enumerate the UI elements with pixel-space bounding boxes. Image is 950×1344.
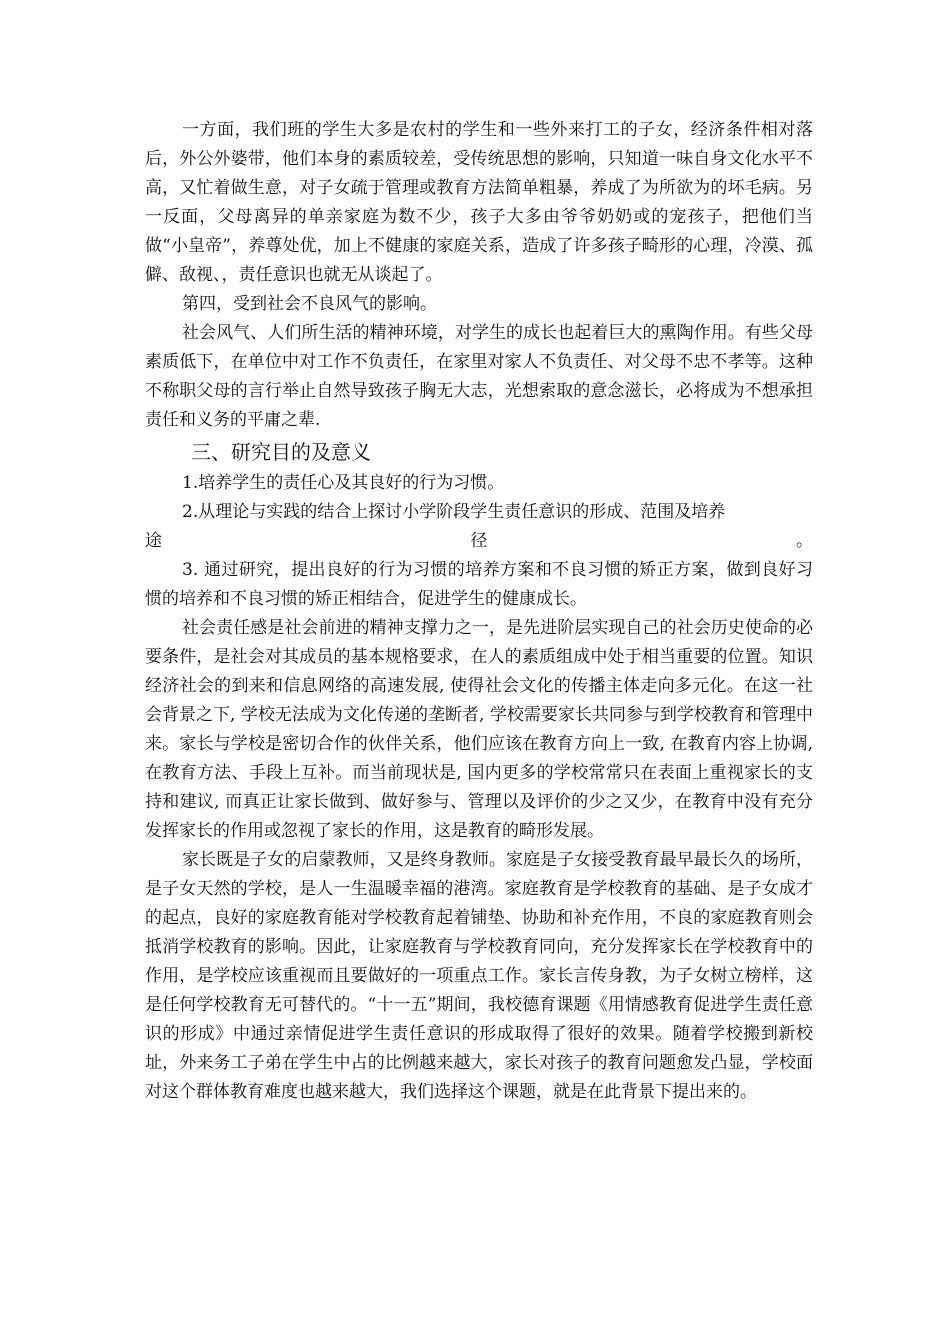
document-body (145, 116, 813, 1107)
paragraph-social-responsibility: 社会责任感是社会前进的精神支撑力之一，是先进阶层实现自己的社会历史使命的必要条件，是社会对其成员的基本规格要求，在人的素质组成中处于相当重要的位置。知识经济社会的到来和信息网络的高速发展, 使得社会文化的传播主体走向多元化。在这一社会背景之下, 学校无法成为文化传递的垄断者, 学校需要家长共同参与到学校教育和管理中来。家长与学校是密切合作的伙伴关系，他们应该在教育方向上一致, 在教育内容上协调, 在教育方法、手段上互补。而当前现状是, 国内更多的学校常常只在表面上重视家长的支持和建议, 而真正让家长做到、做好参与、管理以及评价的少之又少，在教育中没有充分发挥家长的作用或忽视了家长的作用，这是教育的畸形发展。 (145, 618, 813, 841)
paragraph-social-atmosphere: 社会风气、人们所生活的精神环境，对学生的成长也起着巨大的熏陶作用。有些父母素质低下，在单位中对工作不负责任，在家里对家人不负责任、对父母不忠不孝等。这种不称职父母的言行举止自然导致孩子胸无大志，光想索取的意念滋长，必将成为不想承担责任和义务的平庸之辈. (145, 323, 813, 430)
goal-item-3: 3. 通过研究，提出良好的行为习惯的培养方案和不良习惯的矫正方案，做到良好习惯的培养和不良习惯的矫正相结合，促进学生的健康成长。 (145, 560, 813, 609)
paragraph-parents-role: 家长既是子女的启蒙教师，又是终身教师。家庭是子女接受教育最早最长久的场所，是子女天然的学校，是人一生温暖幸福的港湾。家庭教育是学校教育的基础、是子女成才的起点，良好的家庭教育能对学校教育起着铺垫、协助和补充作用，不良的家庭教育则会抵消学校教育的影响。因此，让家庭教育与学校教育同向，充分发挥家长在学校教育中的作用，是学校应该重视而且要做好的一项重点工作。家长言传身教，为子女树立榜样，这是任何学校教育无可替代的。“十一五”期间，我校德育课题《用情感教育促进学生责任意识的形成》中通过亲情促进学生责任意识的形成取得了很好的效果。随着学校搬到新校址，外来务工子弟在学生中占的比例越来越大，家长对孩子的教育问题愈发凸显，学校面对这个群体教育难度也越来越大，我们选择这个课题，就是在此背景下提出来的。 (145, 850, 813, 1102)
goal-item-2: 2.从理论与实践的结合上探讨小学阶段学生责任意识的形成、范围及培养 (182, 502, 726, 522)
paragraph-family-background: 一方面，我们班的学生大多是农村的学生和一些外来打工的子女，经济条件相对落后，外公外婆带，他们本身的素质较差，受传统思想的影响，只知道一味自身文化水平不高，又忙着做生意，对子女疏于管理或教育方法简单粗暴，养成了为所欲为的坏毛病。另一反面，父母离异的单亲家庭为数不少，孩子大多由爷爷奶奶或的宠孩子，把他们当做“小皇帝”，养尊处优，加上不健康的家庭关系，造成了许多孩子畸形的心理，冷漠、孤僻、敌视、，责任意识也就无从谈起了。 (145, 120, 813, 285)
goal-item-2-continuation: 途 径 。 (145, 531, 813, 551)
section-heading: 三、研究目的及意义 (191, 440, 371, 464)
paragraph-fourth-reason: 第四，受到社会不良风气的影响。 (182, 294, 437, 314)
goal-item-1: 1.培养学生的责任心及其良好的行为习惯。 (182, 473, 505, 493)
